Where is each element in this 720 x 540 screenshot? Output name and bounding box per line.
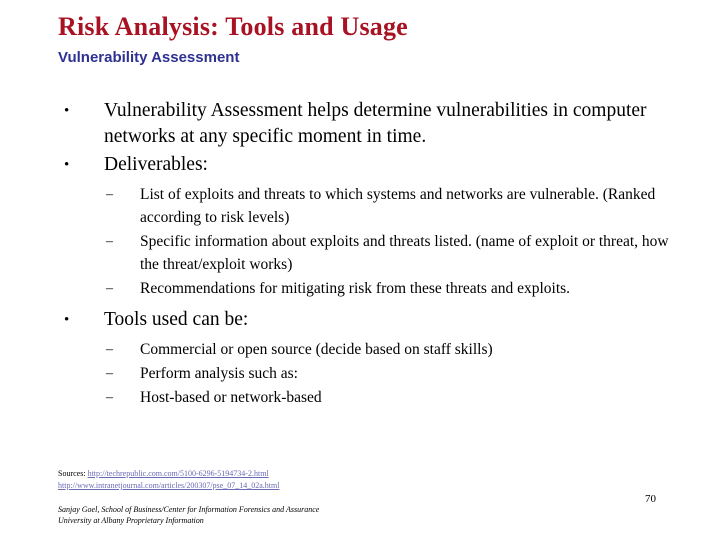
bullet-dot-icon: • (64, 103, 70, 119)
sub-bullet-list (58, 338, 686, 409)
sources-line-1 (58, 468, 658, 480)
sub-bullet-item (58, 277, 686, 300)
sub-bullet-item (58, 386, 686, 409)
source-link-1[interactable]: http://techrepublic.com.com/5100-6296-5194734-2.html (87, 469, 269, 478)
sub-bullet-item (58, 230, 686, 276)
sources-label: Sources: (58, 469, 86, 478)
bullet-item (58, 98, 686, 150)
source-link-2[interactable]: http://www.intranetjournal.com/articles/200307/pse_07_14_02a.html (58, 481, 280, 490)
bullet-dot-icon: • (64, 312, 70, 328)
sub-bullet-list (58, 183, 686, 300)
page-number: 70 (645, 493, 656, 505)
sources-block (58, 468, 658, 492)
sub-bullet-item (58, 183, 686, 229)
dash-icon: – (106, 366, 113, 381)
dash-icon: – (106, 390, 113, 405)
sub-bullet-text: Commercial or open source (decide based on staff skills) (140, 341, 493, 358)
sub-bullet-text: Host-based or network-based (140, 389, 322, 406)
sub-bullet-item (58, 362, 686, 385)
bullet-dot-icon: • (64, 157, 70, 173)
sub-bullet-text: Recommendations for mitigating risk from these threats and exploits. (140, 280, 571, 297)
slide-body (58, 98, 686, 415)
sub-bullet-item (58, 338, 686, 361)
dash-icon: – (106, 234, 113, 249)
dash-icon: – (106, 187, 113, 202)
page-subtitle: Vulnerability Assessment (58, 49, 240, 66)
bullet-item (58, 152, 686, 178)
page-title: Risk Analysis: Tools and Usage (58, 12, 408, 41)
bullet-text: Deliverables: (104, 154, 208, 175)
sub-bullet-text: Perform analysis such as: (140, 365, 298, 382)
bullet-text: Vulnerability Assessment helps determine vulnerabilities in computer networks at any specific moment in time. (104, 100, 647, 147)
sub-bullet-text: Specific information about exploits and threats listed. (name of exploit or threat, how the threat/exploit works) (140, 233, 669, 273)
bullet-text: Tools used can be: (104, 309, 249, 330)
sources-line-2 (58, 480, 658, 492)
bullet-item (58, 307, 686, 333)
credit-line-1: Sanjay Goel, School of Business/Center for Information Forensics and Assurance (58, 505, 320, 514)
dash-icon: – (106, 342, 113, 357)
dash-icon: – (106, 281, 113, 296)
credit-block (58, 504, 618, 526)
sub-bullet-text: List of exploits and threats to which systems and networks are vulnerable. (Ranked according to risk levels) (140, 186, 656, 226)
credit-line-2: University at Albany Proprietary Information (58, 516, 204, 525)
